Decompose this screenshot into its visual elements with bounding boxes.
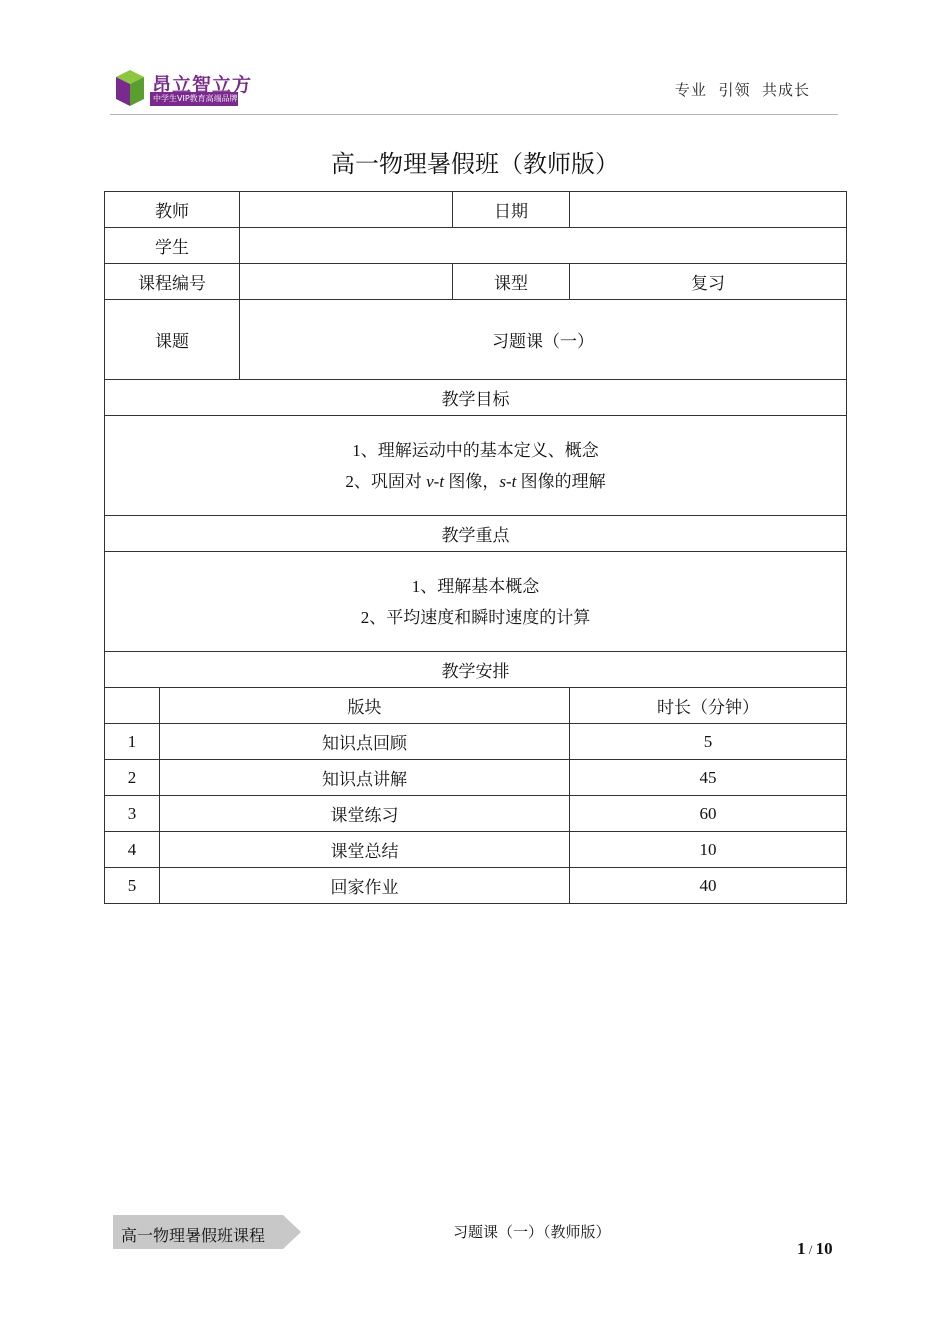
row-duration: 60: [570, 796, 847, 832]
schedule-heading: 教学安排: [105, 652, 847, 688]
row-index: 4: [105, 832, 160, 868]
page-header: [110, 66, 838, 115]
table-row: [105, 724, 847, 760]
student-label: 学生: [105, 228, 240, 264]
keypoints-list: [105, 552, 847, 652]
schedule-heading-row: [105, 652, 847, 688]
logo-title: 昂立智立方: [152, 74, 253, 96]
schedule-col-index: [105, 688, 160, 724]
goal-item-1: 1、理解运动中的基本定义、概念: [352, 440, 599, 460]
topic-row: [105, 300, 847, 380]
row-duration: 45: [570, 760, 847, 796]
lesson-plan-table: [104, 191, 847, 904]
row-block: 回家作业: [160, 868, 570, 904]
goals-list: [105, 416, 847, 516]
table-row: [105, 796, 847, 832]
teacher-date-row: [105, 192, 847, 228]
page-separator: /: [805, 1242, 816, 1257]
student-row: [105, 228, 847, 264]
date-label: 日期: [453, 192, 570, 228]
course-type-value: 复习: [570, 264, 847, 300]
row-duration: 5: [570, 724, 847, 760]
row-index: 1: [105, 724, 160, 760]
footer-course-tag: 高一物理暑假班课程: [121, 1226, 266, 1245]
page-number: [797, 1239, 833, 1259]
course-row: [105, 264, 847, 300]
course-type-label: 课型: [453, 264, 570, 300]
goals-heading-row: [105, 380, 847, 416]
teacher-label: 教师: [105, 192, 240, 228]
course-no-label: 课程编号: [105, 264, 240, 300]
header-slogan: 专业 引领 共成长: [674, 81, 810, 99]
keypoint-item-2: 2、平均速度和瞬时速度的计算: [360, 607, 591, 627]
date-field[interactable]: [570, 192, 847, 228]
keypoint-item-1: 1、理解基本概念: [411, 576, 540, 596]
keypoints-heading-row: [105, 516, 847, 552]
schedule-col-duration: 时长（分钟）: [570, 688, 847, 724]
goals-content-row: [105, 416, 847, 516]
schedule-header-row: [105, 688, 847, 724]
keypoints-heading: 教学重点: [105, 516, 847, 552]
topic-label: 课题: [105, 300, 240, 380]
row-block: 知识点回顾: [160, 724, 570, 760]
goals-heading: 教学目标: [105, 380, 847, 416]
keypoints-content-row: [105, 552, 847, 652]
footer-center-text: 习题课（一）（教师版）: [453, 1223, 611, 1241]
teacher-field[interactable]: [240, 192, 453, 228]
row-index: 2: [105, 760, 160, 796]
table-row: [105, 760, 847, 796]
goal-item-2: 2、巩固对 v-t 图像，s-t 图像的理解: [345, 471, 606, 491]
student-field[interactable]: [240, 228, 847, 264]
table-row: [105, 832, 847, 868]
topic-value: 习题课（一）: [240, 300, 847, 380]
page-total: 10: [815, 1239, 833, 1258]
row-block: 知识点讲解: [160, 760, 570, 796]
row-block: 课堂总结: [160, 832, 570, 868]
schedule-col-block: 版块: [160, 688, 570, 724]
logo-subtitle: 中学生VIP教育高端品牌: [153, 94, 238, 103]
row-block: 课堂练习: [160, 796, 570, 832]
table-row: [105, 868, 847, 904]
row-duration: 10: [570, 832, 847, 868]
document-title: 高一物理暑假班（教师版）: [331, 150, 619, 178]
row-index: 5: [105, 868, 160, 904]
page-current: 1: [797, 1239, 806, 1258]
course-no-field[interactable]: [240, 264, 453, 300]
row-duration: 40: [570, 868, 847, 904]
row-index: 3: [105, 796, 160, 832]
